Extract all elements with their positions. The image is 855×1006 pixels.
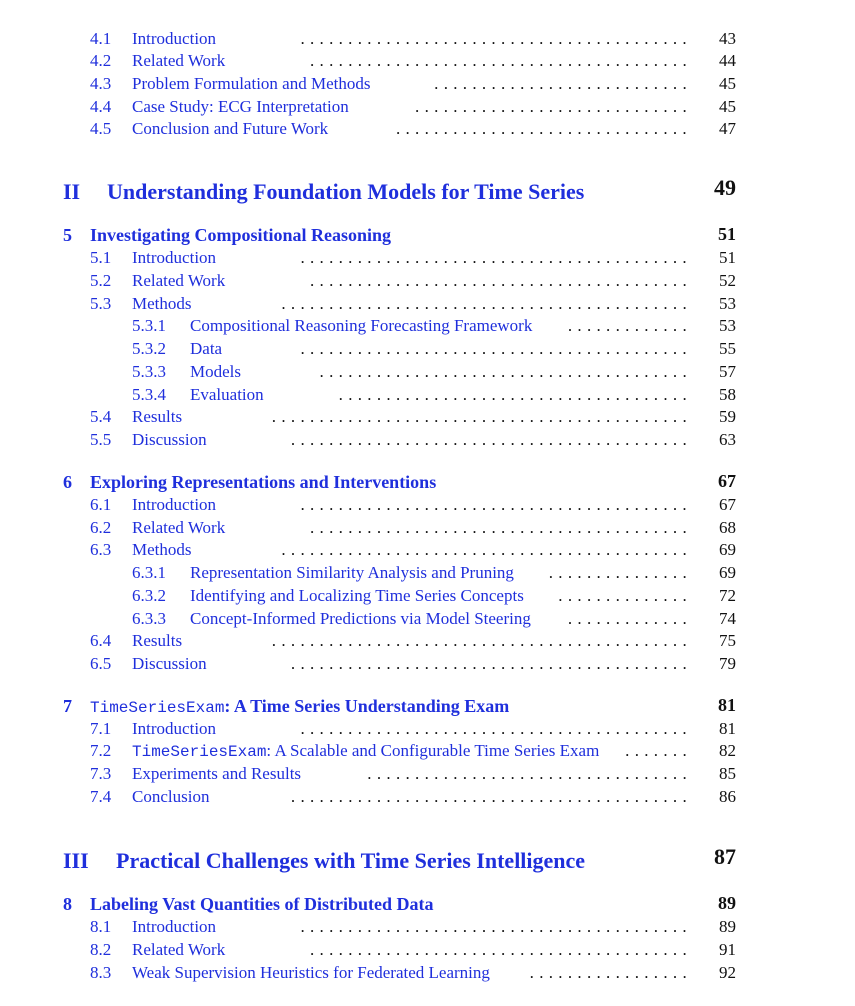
entry-number: 5.3 bbox=[90, 294, 112, 313]
toc-subentry[interactable] bbox=[0, 384, 855, 406]
dot-leader: ......................................... bbox=[300, 495, 692, 514]
entry-page: 92 bbox=[719, 963, 736, 982]
entry-page: 91 bbox=[719, 940, 736, 959]
dot-leader: ......................................... bbox=[300, 719, 692, 738]
chapter-page: 51 bbox=[718, 224, 736, 244]
entry-page: 85 bbox=[719, 764, 736, 783]
entry-number: 5.3.1 bbox=[132, 316, 166, 335]
dot-leader: ........................................... bbox=[281, 294, 692, 313]
part-title[interactable]: Understanding Foundation Models for Time Series bbox=[107, 179, 585, 204]
chapter-title[interactable]: Exploring Representations and Interventions bbox=[90, 472, 437, 492]
entry-title-text: : A Scalable and Configurable Time Series Exam bbox=[266, 741, 600, 760]
toc-entry[interactable] bbox=[0, 517, 855, 539]
dot-leader: ............................................ bbox=[271, 631, 692, 650]
dot-leader: ..................................... bbox=[338, 385, 692, 404]
toc-chapter[interactable] bbox=[0, 223, 855, 247]
toc-subentry[interactable] bbox=[0, 585, 855, 607]
chapter-title[interactable]: Labeling Vast Quantities of Distributed Data bbox=[90, 894, 434, 914]
entry-title[interactable]: Problem Formulation and Methods bbox=[132, 74, 371, 93]
entry-number: 4.1 bbox=[90, 29, 112, 48]
entry-title[interactable]: Conclusion and Future Work bbox=[132, 119, 329, 138]
chapter-title-code: TimeSeriesExam bbox=[90, 699, 225, 717]
entry-page: 68 bbox=[719, 518, 736, 537]
dot-leader: ............. bbox=[567, 316, 692, 335]
entry-number: 6.4 bbox=[90, 631, 112, 650]
entry-number: 5.3.3 bbox=[132, 362, 166, 381]
dot-leader: .......................................... bbox=[290, 787, 692, 806]
dot-leader: ........................... bbox=[434, 74, 692, 93]
toc-entry[interactable] bbox=[0, 293, 855, 315]
dot-leader: ......................................... bbox=[300, 339, 692, 358]
dot-leader: ............................................ bbox=[271, 407, 692, 426]
dot-leader: ........................................ bbox=[310, 271, 692, 290]
part-number: III bbox=[63, 848, 89, 873]
entry-number: 7.1 bbox=[90, 719, 112, 738]
dot-leader: .......................................... bbox=[290, 430, 692, 449]
part-title[interactable]: Practical Challenges with Time Series Intelligence bbox=[116, 848, 586, 873]
chapter-page: 67 bbox=[718, 471, 736, 491]
entry-title[interactable]: Data bbox=[190, 339, 223, 358]
entry-title[interactable]: Compositional Reasoning Forecasting Framework bbox=[190, 316, 533, 335]
entry-page: 69 bbox=[719, 540, 736, 559]
toc-entry[interactable] bbox=[0, 962, 855, 984]
toc-entry[interactable] bbox=[0, 786, 855, 808]
entry-title[interactable]: Concept-Informed Predictions via Model Steering bbox=[190, 609, 531, 628]
chapter-number: 8 bbox=[63, 894, 72, 914]
dot-leader: ............................... bbox=[395, 119, 692, 138]
entry-page: 53 bbox=[719, 294, 736, 313]
entry-number: 6.1 bbox=[90, 495, 112, 514]
toc-entry[interactable] bbox=[0, 96, 855, 118]
dot-leader: ....... bbox=[625, 741, 692, 760]
entry-title[interactable]: Models bbox=[190, 362, 241, 381]
entry-title[interactable]: Results bbox=[132, 631, 183, 650]
dot-leader: ....................................... bbox=[319, 362, 692, 381]
part-page: 49 bbox=[714, 175, 736, 200]
entry-page: 82 bbox=[719, 741, 736, 760]
entry-title[interactable]: Related Work bbox=[132, 518, 226, 537]
dot-leader: ............................. bbox=[415, 97, 692, 116]
toc-entry[interactable] bbox=[0, 50, 855, 72]
entry-page: 86 bbox=[719, 787, 736, 806]
chapter-title[interactable] bbox=[90, 694, 509, 720]
toc-entry[interactable] bbox=[0, 73, 855, 95]
entry-number: 5.1 bbox=[90, 248, 112, 267]
entry-number: 6.3.3 bbox=[132, 609, 166, 628]
toc-entry[interactable] bbox=[0, 653, 855, 675]
toc-subentry[interactable] bbox=[0, 361, 855, 383]
entry-page: 43 bbox=[719, 29, 736, 48]
entry-page: 69 bbox=[719, 563, 736, 582]
toc-entry[interactable] bbox=[0, 939, 855, 961]
toc-entry[interactable] bbox=[0, 494, 855, 516]
entry-number: 7.2 bbox=[90, 741, 112, 760]
dot-leader: ........................................ bbox=[310, 940, 692, 959]
entry-page: 55 bbox=[719, 339, 736, 358]
entry-title[interactable]: Case Study: ECG Interpretation bbox=[132, 97, 349, 116]
dot-leader: .................................. bbox=[367, 764, 692, 783]
entry-title[interactable]: Conclusion bbox=[132, 787, 210, 806]
entry-page: 63 bbox=[719, 430, 736, 449]
entry-number: 4.5 bbox=[90, 119, 112, 138]
chapter-page: 89 bbox=[718, 893, 736, 913]
entry-title[interactable]: Introduction bbox=[132, 495, 217, 514]
entry-title[interactable]: Related Work bbox=[132, 940, 226, 959]
dot-leader: ........................................ bbox=[310, 518, 692, 537]
entry-number: 5.5 bbox=[90, 430, 112, 449]
entry-number: 7.4 bbox=[90, 787, 112, 806]
toc-subentry[interactable] bbox=[0, 608, 855, 630]
entry-title[interactable]: Related Work bbox=[132, 51, 226, 70]
chapter-number: 6 bbox=[63, 472, 72, 492]
dot-leader: ......................................... bbox=[300, 917, 692, 936]
toc-subentry[interactable] bbox=[0, 562, 855, 584]
toc-part[interactable] bbox=[0, 177, 855, 207]
entry-number: 6.3 bbox=[90, 540, 112, 559]
entry-number: 4.2 bbox=[90, 51, 112, 70]
chapter-number: 7 bbox=[63, 696, 72, 716]
entry-number: 5.3.4 bbox=[132, 385, 166, 404]
entry-title[interactable]: Weak Supervision Heuristics for Federated Learning bbox=[132, 963, 490, 982]
entry-page: 47 bbox=[719, 119, 736, 138]
entry-title[interactable]: Discussion bbox=[132, 430, 207, 449]
entry-page: 51 bbox=[719, 248, 736, 267]
toc-entry[interactable] bbox=[0, 916, 855, 938]
entry-page: 58 bbox=[719, 385, 736, 404]
chapter-number: 5 bbox=[63, 225, 72, 245]
dot-leader: ............. bbox=[567, 609, 692, 628]
entry-title[interactable]: Introduction bbox=[132, 248, 217, 267]
entry-page: 72 bbox=[719, 586, 736, 605]
entry-page: 57 bbox=[719, 362, 736, 381]
entry-number: 6.5 bbox=[90, 654, 112, 673]
entry-page: 67 bbox=[719, 495, 736, 514]
entry-page: 45 bbox=[719, 97, 736, 116]
entry-number: 6.3.2 bbox=[132, 586, 166, 605]
entry-title[interactable]: Related Work bbox=[132, 271, 226, 290]
toc-entry[interactable] bbox=[0, 740, 855, 762]
entry-page: 44 bbox=[719, 51, 736, 70]
toc-entry[interactable] bbox=[0, 763, 855, 785]
toc-chapter[interactable] bbox=[0, 892, 855, 916]
dot-leader: ......................................... bbox=[300, 29, 692, 48]
entry-title[interactable]: Identifying and Localizing Time Series Concepts bbox=[190, 586, 524, 605]
dot-leader: .......................................... bbox=[290, 654, 692, 673]
toc-entry[interactable] bbox=[0, 118, 855, 140]
toc-entry[interactable] bbox=[0, 718, 855, 740]
entry-number: 4.3 bbox=[90, 74, 112, 93]
entry-title[interactable]: Methods bbox=[132, 294, 192, 313]
toc-entry[interactable] bbox=[0, 406, 855, 428]
entry-number: 4.4 bbox=[90, 97, 112, 116]
entry-title[interactable]: Evaluation bbox=[190, 385, 264, 404]
entry-page: 53 bbox=[719, 316, 736, 335]
entry-title[interactable]: Representation Similarity Analysis and Pruning bbox=[190, 563, 514, 582]
toc-subentry[interactable] bbox=[0, 315, 855, 337]
entry-title-code: TimeSeriesExam bbox=[132, 743, 267, 761]
entry-number: 7.3 bbox=[90, 764, 112, 783]
entry-title[interactable] bbox=[132, 740, 599, 763]
entry-number: 5.4 bbox=[90, 407, 112, 426]
dot-leader: ........................................... bbox=[281, 540, 692, 559]
entry-page: 75 bbox=[719, 631, 736, 650]
dot-leader: .............. bbox=[558, 586, 692, 605]
entry-page: 52 bbox=[719, 271, 736, 290]
chapter-title-text: : A Time Series Understanding Exam bbox=[224, 696, 510, 716]
entry-number: 8.3 bbox=[90, 963, 112, 982]
entry-title[interactable]: Experiments and Results bbox=[132, 764, 302, 783]
entry-number: 8.1 bbox=[90, 917, 112, 936]
entry-number: 6.2 bbox=[90, 518, 112, 537]
toc-entry[interactable] bbox=[0, 429, 855, 451]
toc-part[interactable] bbox=[0, 846, 855, 876]
toc-entry[interactable] bbox=[0, 270, 855, 292]
entry-page: 59 bbox=[719, 407, 736, 426]
entry-page: 89 bbox=[719, 917, 736, 936]
toc-chapter[interactable] bbox=[0, 470, 855, 494]
entry-number: 8.2 bbox=[90, 940, 112, 959]
entry-page: 74 bbox=[719, 609, 736, 628]
dot-leader: ........................................ bbox=[310, 51, 692, 70]
entry-page: 79 bbox=[719, 654, 736, 673]
toc-chapter[interactable] bbox=[0, 694, 855, 718]
entry-number: 5.2 bbox=[90, 271, 112, 290]
entry-page: 45 bbox=[719, 74, 736, 93]
entry-title[interactable]: Introduction bbox=[132, 29, 217, 48]
dot-leader: ............... bbox=[548, 563, 692, 582]
chapter-title[interactable]: Investigating Compositional Reasoning bbox=[90, 225, 392, 245]
toc-entry[interactable] bbox=[0, 630, 855, 652]
dot-leader: ................. bbox=[529, 963, 692, 982]
entry-title[interactable]: Methods bbox=[132, 540, 192, 559]
entry-title[interactable]: Introduction bbox=[132, 917, 217, 936]
entry-title[interactable]: Results bbox=[132, 407, 183, 426]
part-number: II bbox=[63, 179, 81, 204]
entry-page: 81 bbox=[719, 719, 736, 738]
entry-title[interactable]: Discussion bbox=[132, 654, 207, 673]
toc-entry[interactable] bbox=[0, 247, 855, 269]
toc-subentry[interactable] bbox=[0, 338, 855, 360]
entry-number: 5.3.2 bbox=[132, 339, 166, 358]
toc-entry[interactable] bbox=[0, 28, 855, 50]
chapter-page: 81 bbox=[718, 695, 736, 715]
entry-number: 6.3.1 bbox=[132, 563, 166, 582]
entry-title[interactable]: Introduction bbox=[132, 719, 217, 738]
toc-entry[interactable] bbox=[0, 539, 855, 561]
part-page: 87 bbox=[714, 844, 736, 869]
dot-leader: ......................................... bbox=[300, 248, 692, 267]
